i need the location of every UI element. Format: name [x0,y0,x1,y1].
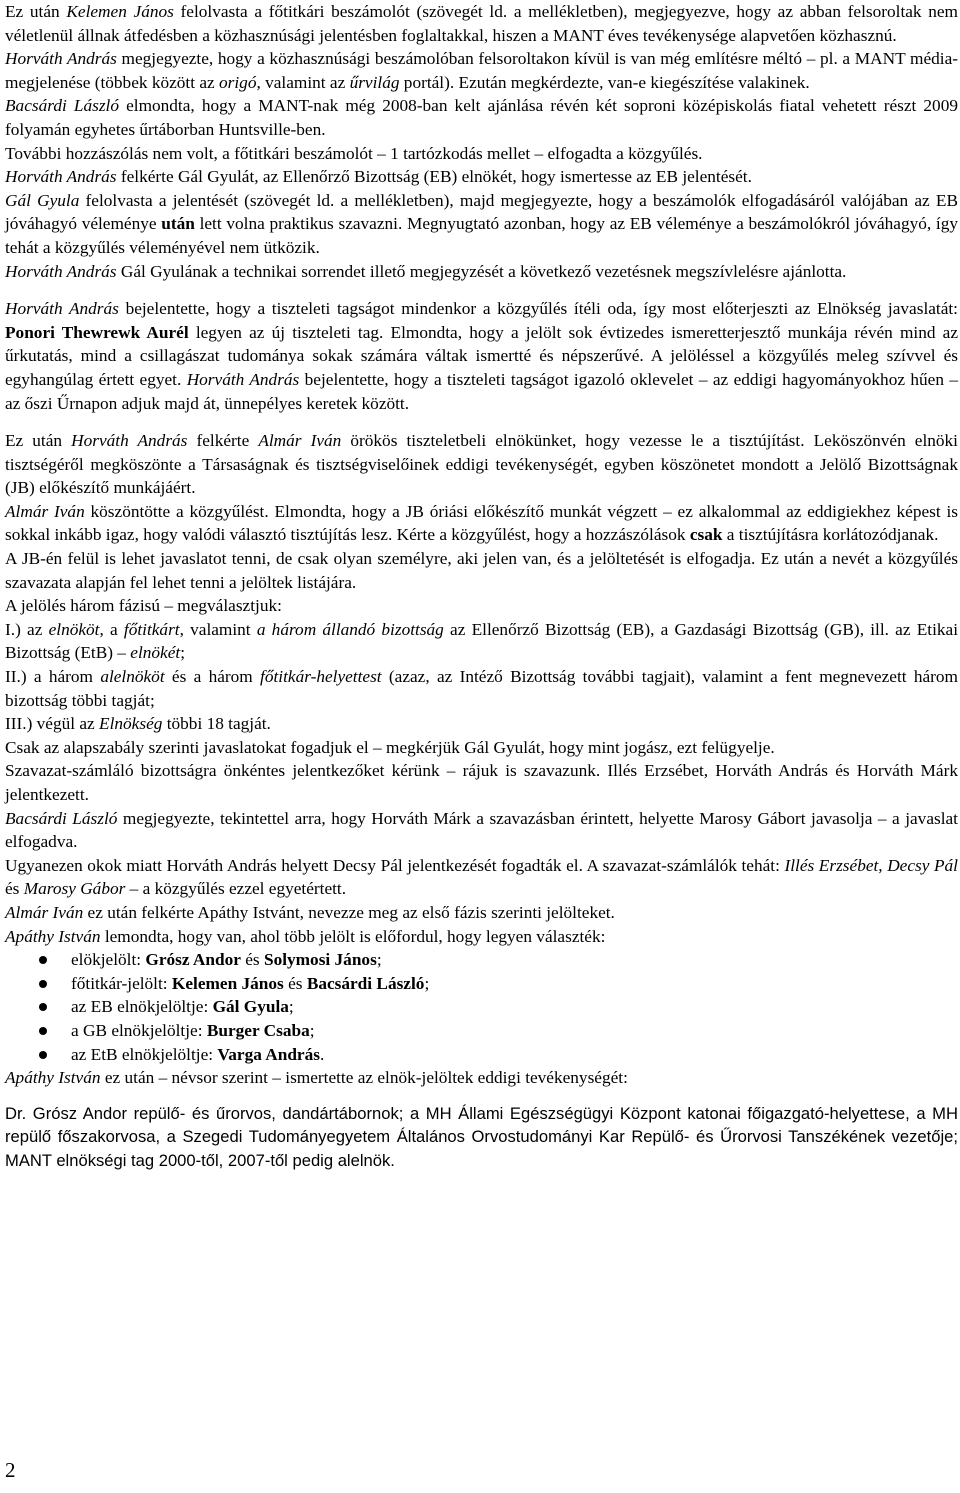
text-run: , valamint az [256,72,350,92]
paragraph [5,260,958,284]
paragraph [5,925,958,949]
text-run: lemondta, hogy van, ahol több jelölt is előfordul, hogy legyen választék: [100,926,606,946]
after-bullets-paragraph [5,1066,958,1090]
italic-text: Horváth András [5,167,117,187]
text-run: elökjelölt: [71,950,146,970]
document-page [5,0,958,1172]
text-run: – a közgyűlés ezzel egyetértett. [125,879,347,899]
italic-text: Almár Iván [5,501,85,521]
paragraph [5,712,958,736]
text-run: az Ellenőrző Bizottság (EB), a Gazdasági Bizottság (GB), ill. az Etikai Bizottság (EtB) – [5,619,958,663]
italic-text: alelnököt [100,667,165,687]
paragraph [5,736,958,760]
text-run: és [240,950,264,970]
text-run: és [283,973,307,993]
text-run: örökös tiszteletbeli elnökünket, hogy vezesse le a tisztújítást. Leköszönvén elnöki tisztségéről megköszönte a Társaságnak és tisztségviselőinek eddigi tevékenységét, egyben köszönetet mondott a Jelölő Bizottságnak (JB) előkészítő munkájáért. [5,431,958,498]
text-run: az EtB elnökjelöltje: [71,1044,218,1064]
paragraph [5,0,958,47]
italic-text: Almár Iván [258,431,342,451]
text-run: I.) az [5,619,49,639]
text-run: Ez után [5,2,67,21]
paragraph-gap [5,415,958,429]
bold-text: Grósz Andor [145,950,241,970]
paragraph [5,142,958,166]
text-run: legyen az új tiszteleti tag. Elmondta, hogy a jelölt sok évtizedes ismeretterjesztő munkája révén mind az űrkutatás, mind a csillagászat tudománya sokak számára váltak ismertté és népszerűvé. A jelöléssel a közgyűlés meleg szívvel és egyhangúlag értett egyet. [5,322,959,389]
text-run: a tisztújításra korlátozódjanak. [722,525,939,545]
text-run: , a [99,619,124,639]
text-run: ; [288,997,294,1017]
text-run: és [5,879,24,899]
paragraph [5,665,958,712]
text-run: köszöntötte a közgyűlést. Elmondta, hogy a JB óriási előkészítő munkát végzett – ez alkalommal az eddigiekhez képest is sokkal inkább igaz, hogy valódi választó tisztújítás lesz. Kérte a közgyűlést, hogy a hozzászólások [5,501,958,545]
bold-text: Solymosi János [263,950,377,970]
italic-text: elnököt [48,619,100,639]
italic-text: Apáthy István [5,1068,101,1088]
text-run: többi 18 tagját. [162,714,271,734]
paragraph [5,618,958,665]
text-run: Csak az alapszabály szerinti javaslatokat fogadjuk el – megkérjük Gál Gyulát, hogy mint jogász, ezt felügyelje. [5,737,775,757]
italic-text: Horváth András [71,431,188,451]
italic-text: Horváth András [5,299,119,319]
italic-text: Horváth András [5,49,117,69]
italic-text: Elnökség [99,714,163,734]
paragraph [5,854,958,901]
text-run: II.) a három [5,667,101,687]
text-run: ez után felkérte Apáthy Istvánt, nevezze meg az első fázis szerinti jelölteket. [83,902,615,922]
text-run: ez után – névsor szerint – ismertette az elnök-jelöltek eddigi tevékenységét: [100,1068,628,1088]
body-text [5,0,958,948]
text-run: és a három [164,667,261,687]
paragraph [5,165,958,189]
text-run: Gál Gyulának a technikai sorrendet illető megjegyzését a következő vezetésnek megszívlelésre ajánlotta. [116,261,847,281]
paragraph [5,189,958,260]
bold-text: Varga András [217,1044,320,1064]
paragraph [5,500,958,547]
text-run: a GB elnökjelöltje: [71,1020,207,1040]
candidate-list-item [5,1043,958,1067]
text-run: (azaz, az Intéző Bizottság további tagjait), valamint a fent megnevezett három bizottság többi tagját; [5,667,958,710]
paragraph [5,759,958,806]
bold-text: Bacsárdi László [306,973,425,993]
candidate-list [5,948,958,1066]
italic-text: Almár Iván [5,902,84,922]
bold-text: Kelemen János [171,973,284,993]
text-run: felolvasta a jelentését (szövegét ld. a mellékletben), majd megjegyezte, hogy a beszámolók elfogadásáról valójában az EB jóváhagyó véleménye [5,190,958,234]
italic-text: a három állandó bizottság [256,619,444,639]
text-run: ; [309,1020,315,1040]
candidate-list-item [5,1019,958,1043]
paragraph [5,47,958,94]
bold-text: csak [689,525,723,545]
italic-text: Horváth András [5,261,117,281]
text-run: portál). Ezután megkérdezte, van-e kiegészítése valakinek. [399,72,810,92]
paragraph [5,807,958,854]
bold-text: után [161,214,195,234]
italic-text: Kelemen János [66,2,174,21]
paragraph [5,901,958,925]
paragraph [5,94,958,141]
italic-text: űrvilág [349,72,400,92]
text-run: Szavazat-számláló bizottságra önkéntes jelentkezőket kérünk – rájuk is szavazunk. Illés Erzsébet, Horváth András és Horváth Márk jelentkezett. [5,761,958,804]
text-run: lett volna praktikus szavazni. Megnyugtató azonban, hogy az EB véleménye a beszámolókról jóváhagyó, így tehát a közgyűlés véleményével nem ütközik. [5,214,958,257]
text-run: bejelentette, hogy a tiszteleti tagságot igazoló oklevelet – az eddigi hagyományokhoz hűen – az őszi Űrnapon adjuk majd át, ünnepélyes keretek között. [5,369,958,413]
paragraph [5,547,958,594]
candidate-list-item [5,948,958,972]
text-run: bejelentette, hogy a tiszteleti tagságot mindenkor a közgyűlés ítéli oda, így most előterjeszti az Elnökség javaslatát: [118,299,958,319]
italic-text: Bacsárdi László [5,96,119,116]
italic-text: főtitkár-helyettest [260,667,382,687]
paragraph [5,594,958,618]
text-run: felkérte Gál Gyulát, az Ellenőrző Bizottság (EB) elnökét, hogy ismertesse az EB jelentését. [116,167,752,187]
candidate-note: Dr. Grósz Andor repülő- és űrorvos, dandártábornok; a MH Állami Egészségügyi Központ katonai főigazgató-helyettese, a MH repülő főszakorvosa, a Szegedi Tudományegyetem Általános Orvostudományi Kar Repülő- és Űrorvosi Tanszékének vezetője; MANT elnökségi tag 2000-től, 2007-től pedig alelnök. [5,1103,958,1170]
text-run: A jelölés három fázisú – megválasztjuk: [5,596,282,616]
text-run: megjegyezte, hogy a közhasznúsági beszámolóban felsoroltakon kívül is van még említésre méltó – pl. a MANT média-megjelenése (többek között az [5,49,958,92]
paragraph [5,297,958,415]
candidate-list-item [5,995,958,1019]
text-run: az EB elnökjelöltje: [71,997,213,1017]
text-run: További hozzászólás nem volt, a főtitkári beszámolót – 1 tartózkodás mellet – elfogadta a közgyűlés. [5,143,703,163]
text-run: megjegyezte, tekintettel arra, hogy Horváth Márk a szavazásban érintett, helyette Marosy Gábort javasolja – a javaslat elfogadva. [5,808,958,852]
text-run: III.) végül az [5,714,100,734]
italic-text: Marosy Gábor [23,879,126,899]
text-run: felolvasta a főtitkári beszámolót (szövegét ld. a mellékletben), megjegyezve, hogy az abban felsoroltak nem véletlenül állnak átfedésben a közhasznúsági jelentésben foglaltakkal, hiszen a MANT éves tevékenysége alapvetően közhasznú. [5,2,958,45]
italic-text: elnökét [130,643,181,663]
text-run: ; [376,950,382,970]
text-run: , valamint [179,619,257,639]
italic-text: Bacsárdi László [5,808,118,828]
text-run: A JB-én felül is lehet javaslatot tenni, de csak olyan személyre, aki jelen van, és a jelöltetését is elfogadja. Ez után a nevét a közgyűlés szavazata alapján fel lehet tenni a jelöltek listájára. [5,549,958,592]
bold-text: Burger Csaba [206,1020,310,1040]
candidate-list-item [5,972,958,996]
text-run: ; [180,643,185,663]
text-run: elmondta, hogy a MANT-nak még 2008-ban kelt ajánlása révén két soproni középiskolás fiatal vehetett részt 2009 folyamán egyhetes űrtáborban Huntsville-ben. [5,96,958,139]
italic-text: Apáthy István [5,926,101,946]
page-number: 2 [5,1458,16,1482]
text-run: Ez után [5,431,72,451]
paragraph [5,429,958,500]
text-run: Ugyanezen okok miatt Horváth András helyett Decsy Pál jelentkezését fogadták el. A szavazat-számlálók tehát: [5,855,785,875]
bold-text: Ponori Thewrewk Aurél [5,322,189,342]
text-run: . [319,1044,325,1064]
text-run: ; [424,973,430,993]
italic-text: Illés Erzsébet, Decsy Pál [784,855,958,875]
bold-text: Gál Gyula [212,997,289,1017]
italic-text: origó [219,72,257,92]
italic-text: Horváth András [186,369,300,389]
text-run: főtitkár-jelölt: [71,973,172,993]
text-run: felkérte [187,431,259,451]
italic-text: főtitkárt [123,619,180,639]
italic-text: Gál Gyula [5,190,80,210]
paragraph-gap [5,283,958,297]
